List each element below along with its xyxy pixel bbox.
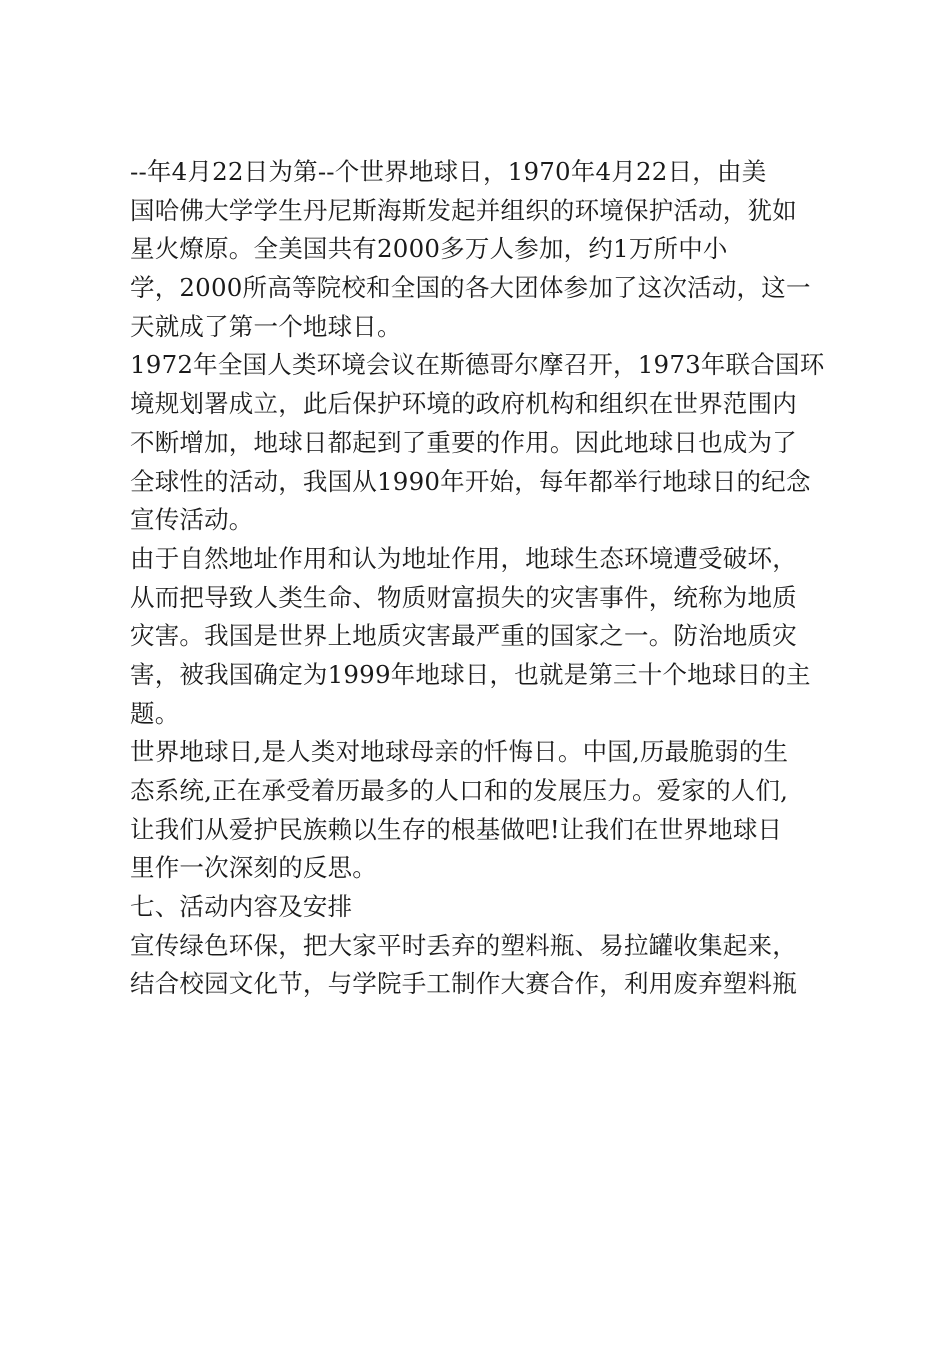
text-line: 由于自然地址作用和认为地址作用，地球生态环境遭受破坏，: [130, 543, 797, 573]
text-line: 世界地球日,是人类对地球母亲的忏悔日。中国,历最脆弱的生: [130, 737, 789, 767]
document-body: [130, 153, 830, 1004]
text-line: 态系统,正在承受着历最多的人口和的发展压力。爱家的人们,: [130, 776, 789, 805]
text-line: 从而把导致人类生命、物质财富损失的灾害事件，统称为地质: [130, 582, 797, 612]
text-line: 境规划署成立，此后保护环境的政府机构和组织在世界范围内: [130, 389, 797, 419]
text-line: 星火燎原。全美国共有2000多万人参加，约1万所中小: [130, 234, 728, 264]
text-line: 天就成了第一个地球日。: [130, 311, 402, 341]
text-line: 学，2000所高等院校和全国的各大团体参加了这次活动，这一: [130, 273, 811, 303]
text-line: 国哈佛大学学生丹尼斯海斯发起并组织的环境保护活动，犹如: [130, 195, 797, 225]
text-line: 里作一次深刻的反思。: [130, 853, 377, 883]
text-line: 全球性的活动，我国从1990年开始，每年都举行地球日的纪念: [130, 466, 811, 496]
text-line: 宣传绿色环保，把大家平时丢弃的塑料瓶、易拉罐收集起来，: [130, 930, 797, 960]
section-heading: 七、活动内容及安排: [130, 892, 353, 922]
text-line: 让我们从爱护民族赖以生存的根基做吧!让我们在世界地球日: [130, 814, 783, 844]
text-line: 宣传活动。: [130, 505, 254, 535]
text-line: 1972年全国人类环境会议在斯德哥尔摩召开，1973年联合国环: [130, 350, 825, 380]
text-line: 结合校园文化节，与学院手工制作大赛合作，利用废弃塑料瓶: [130, 969, 797, 999]
text-line: 题。: [130, 698, 180, 728]
text-line: --年4月22日为第--个世界地球日，1970年4月22日，由美: [130, 157, 767, 186]
text-line: 不断增加，地球日都起到了重要的作用。因此地球日也成为了: [130, 427, 797, 457]
text-line: 灾害。我国是世界上地质灾害最严重的国家之一。防治地质灾: [130, 621, 797, 651]
text-line: 害，被我国确定为1999年地球日，也就是第三十个地球日的主: [130, 659, 811, 689]
